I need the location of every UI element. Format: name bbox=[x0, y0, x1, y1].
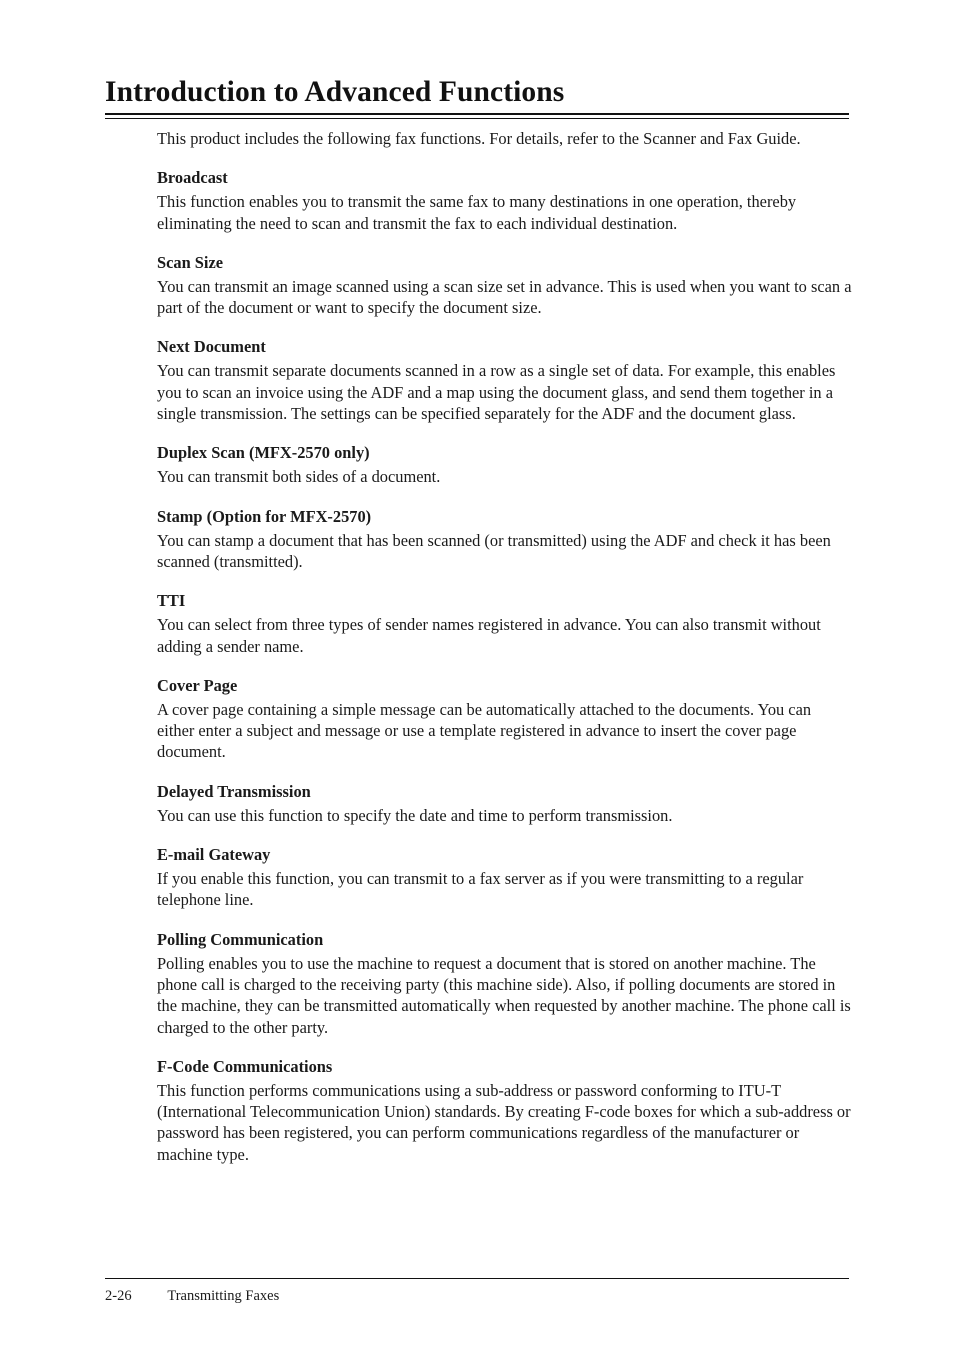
section-heading: Duplex Scan (MFX-2570 only) bbox=[157, 443, 370, 463]
section-body: You can transmit separate documents scanned in a row as a single set of data. For example, this enables you to scan an invoice using the ADF and a map using the document glass, and send them together in a single transmission. The settings can be specified separately for the ADF and the document glass. bbox=[157, 361, 836, 424]
footer-rule bbox=[105, 1278, 849, 1279]
section-heading: TTI bbox=[157, 591, 186, 611]
section-body: If you enable this function, you can transmit to a fax server as if you were transmitting to a regular telephone line. bbox=[157, 869, 804, 910]
section-heading: Cover Page bbox=[157, 675, 238, 695]
section-heading: Scan Size bbox=[157, 252, 224, 272]
section-broadcast bbox=[157, 167, 852, 234]
section-polling-communication bbox=[157, 929, 852, 1038]
title-rule bbox=[105, 113, 849, 115]
section-body: You can stamp a document that has been scanned (or transmitted) using the ADF and check it has been scanned (transmitted). bbox=[157, 530, 831, 571]
section-heading: Polling Communication bbox=[157, 929, 324, 949]
main-content bbox=[157, 128, 852, 1183]
section-heading: F-Code Communications bbox=[157, 1056, 333, 1076]
section-heading: Delayed Transmission bbox=[157, 781, 311, 801]
section-heading: Stamp (Option for MFX-2570) bbox=[157, 506, 372, 526]
section-body: You can transmit both sides of a document. bbox=[157, 467, 441, 487]
section-body: A cover page containing a simple message can be automatically attached to the documents. You can either enter a subject and message or use a template registered in advance to insert the cover page document. bbox=[157, 699, 812, 762]
page-footer bbox=[105, 1286, 279, 1306]
section-body: You can select from three types of sender names registered in advance. You can also transmit without adding a sender name. bbox=[157, 615, 821, 656]
section-heading: E-mail Gateway bbox=[157, 845, 271, 865]
section-heading: Next Document bbox=[157, 337, 266, 357]
section-email-gateway bbox=[157, 844, 852, 911]
section-scan-size bbox=[157, 252, 852, 319]
section-body: This function performs communications using a sub-address or password conforming to ITU-T (International Telecommunication Union) standards. By creating F-code boxes for which a sub-address or password has been registered, you can perform communications regardless of the manufacturer or machine type. bbox=[157, 1080, 851, 1164]
page-number: 2-26 bbox=[105, 1288, 132, 1304]
section-body: This function enables you to transmit the same fax to many destinations in one operation, thereby eliminating the need to scan and transmit the fax to each individual destination. bbox=[157, 192, 797, 233]
page-title: Introduction to Advanced Functions bbox=[105, 76, 565, 108]
chapter-name: Transmitting Faxes bbox=[167, 1288, 280, 1304]
section-heading: Broadcast bbox=[157, 168, 228, 188]
section-body: Polling enables you to use the machine to request a document that is stored on another machine. The phone call is charged to the receiving party (this machine side). Also, if polling documents are stored in the machine, they can be transmitted automatically when requested by another machine. The phone call is charged to the other party. bbox=[157, 953, 851, 1037]
section-body: You can use this function to specify the date and time to perform transmission. bbox=[157, 805, 673, 825]
section-body: You can transmit an image scanned using a scan size set in advance. This is used when you want to scan a part of the document or want to specify the document size. bbox=[157, 276, 852, 318]
section-f-code-communications bbox=[157, 1056, 852, 1165]
section-tti bbox=[157, 590, 852, 657]
section-duplex-scan bbox=[157, 442, 852, 487]
intro-paragraph: This product includes the following fax functions. For details, refer to the Scanner and Fax Guide. bbox=[157, 129, 801, 148]
title-rule-thin bbox=[105, 118, 849, 119]
section-next-document bbox=[157, 336, 852, 424]
section-cover-page bbox=[157, 675, 852, 763]
section-stamp bbox=[157, 506, 852, 573]
section-delayed-transmission bbox=[157, 781, 852, 826]
